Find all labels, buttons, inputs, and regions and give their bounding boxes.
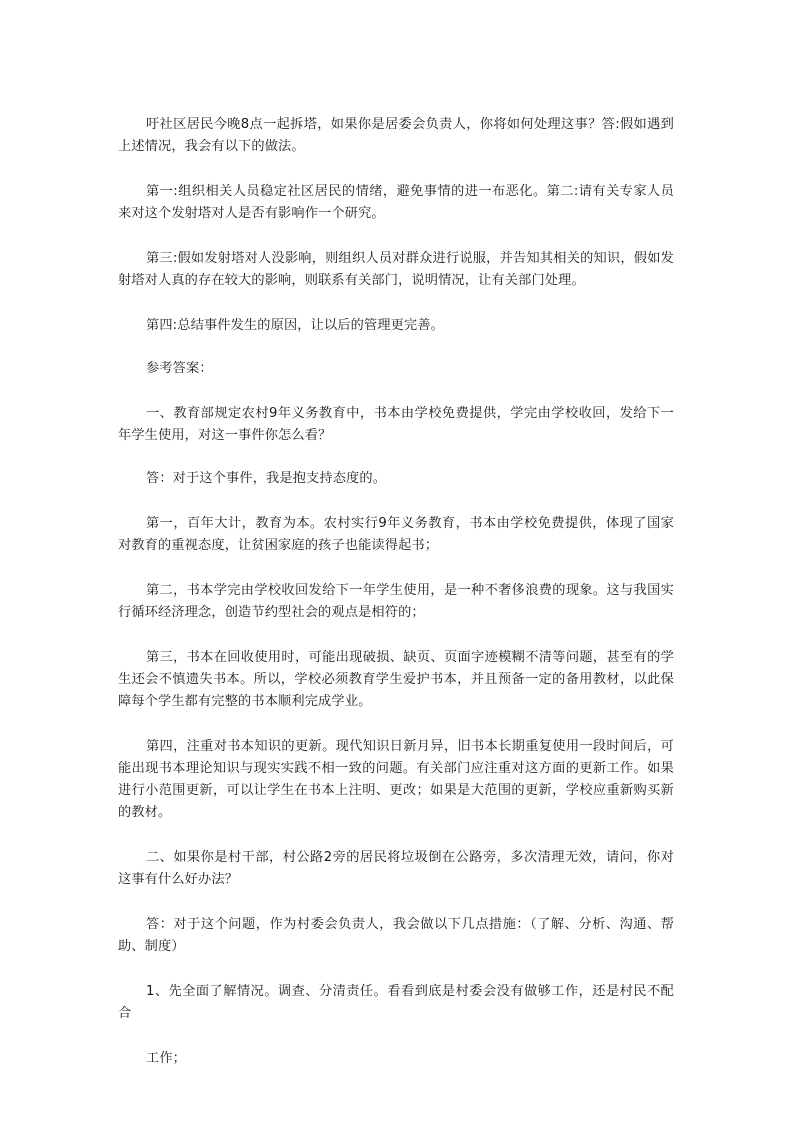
answer-1-point-3: 第三，书本在回收使用时，可能出现破损、缺页、页面字迹模糊不清等问题，甚至有的学生还会不慎遗失书本。所以，学校必须教育学生爱护书本，并且预备一定的备用教材，以此保障每个学生都有完整的书本顺利完成学业。 <box>118 650 674 709</box>
question-1: 一、教育部规定农村9年义务教育中，书本由学校免费提供，学完由学校收回，发给下一年学生使用，对这一事件你怎么看？ <box>118 406 674 443</box>
answer-2-point-1-cont: 工作； <box>146 1051 187 1066</box>
answer-1-intro: 答：对于这个事件，我是抱支持态度的。 <box>146 471 387 486</box>
paragraph-intro: 吁社区居民今晚8点一起拆塔，如果你是居委会负责人，你将如何处理这事？答:假如遇到上述情况，我会有以下的做法。 <box>118 117 674 154</box>
reference-answer-heading: 参考答案： <box>146 361 213 376</box>
question-2: 二、如果你是村干部，村公路2旁的居民将垃圾倒在公路旁，多次清理无效，请问，你对这事有什么好办法？ <box>118 850 674 887</box>
answer-2-intro: 答：对于这个问题，作为村委会负责人，我会做以下几点措施：（了解、分析、沟通、帮助、制度） <box>118 917 674 954</box>
answer-1-point-4: 第四，注重对书本知识的更新。现代知识日新月异，旧书本长期重复使用一段时间后，可能出现书本理论知识与现实实践不相一致的问题。有关部门应注重对这方面的更新工作。如果进行小范围更新，可以让学生在书本上注明、更改；如果是大范围的更新，学校应重新购买新的教材。 <box>118 739 674 820</box>
paragraph-step-4: 第四:总结事件发生的原因，让以后的管理更完善。 <box>146 318 445 333</box>
answer-1-point-1: 第一，百年大计，教育为本。农村实行9年义务教育，书本由学校免费提供，体现了国家对教育的重视态度，让贫困家庭的孩子也能读得起书； <box>118 516 674 553</box>
answer-2-point-1: 1、先全面了解情况。调查、分清责任。看看到底是村委会没有做够工作，还是村民不配合 <box>118 984 674 1021</box>
paragraph-step-1-2: 第一:组织相关人员稳定社区居民的情绪，避免事情的进一布恶化。第二:请有关专家人员来对这个发射塔对人是否有影响作一个研究。 <box>118 184 674 221</box>
answer-1-point-2: 第二，书本学完由学校收回发给下一年学生使用，是一种不奢侈浪费的现象。这与我国实行循环经济理念，创造节约型社会的观点是相符的； <box>118 583 674 620</box>
paragraph-step-3: 第三:假如发射塔对人没影响，则组织人员对群众进行说服，并告知其相关的知识，假如发射塔对人真的存在较大的影响，则联系有关部门，说明情况，让有关部门处理。 <box>118 251 674 288</box>
document-page <box>118 114 674 1070</box>
